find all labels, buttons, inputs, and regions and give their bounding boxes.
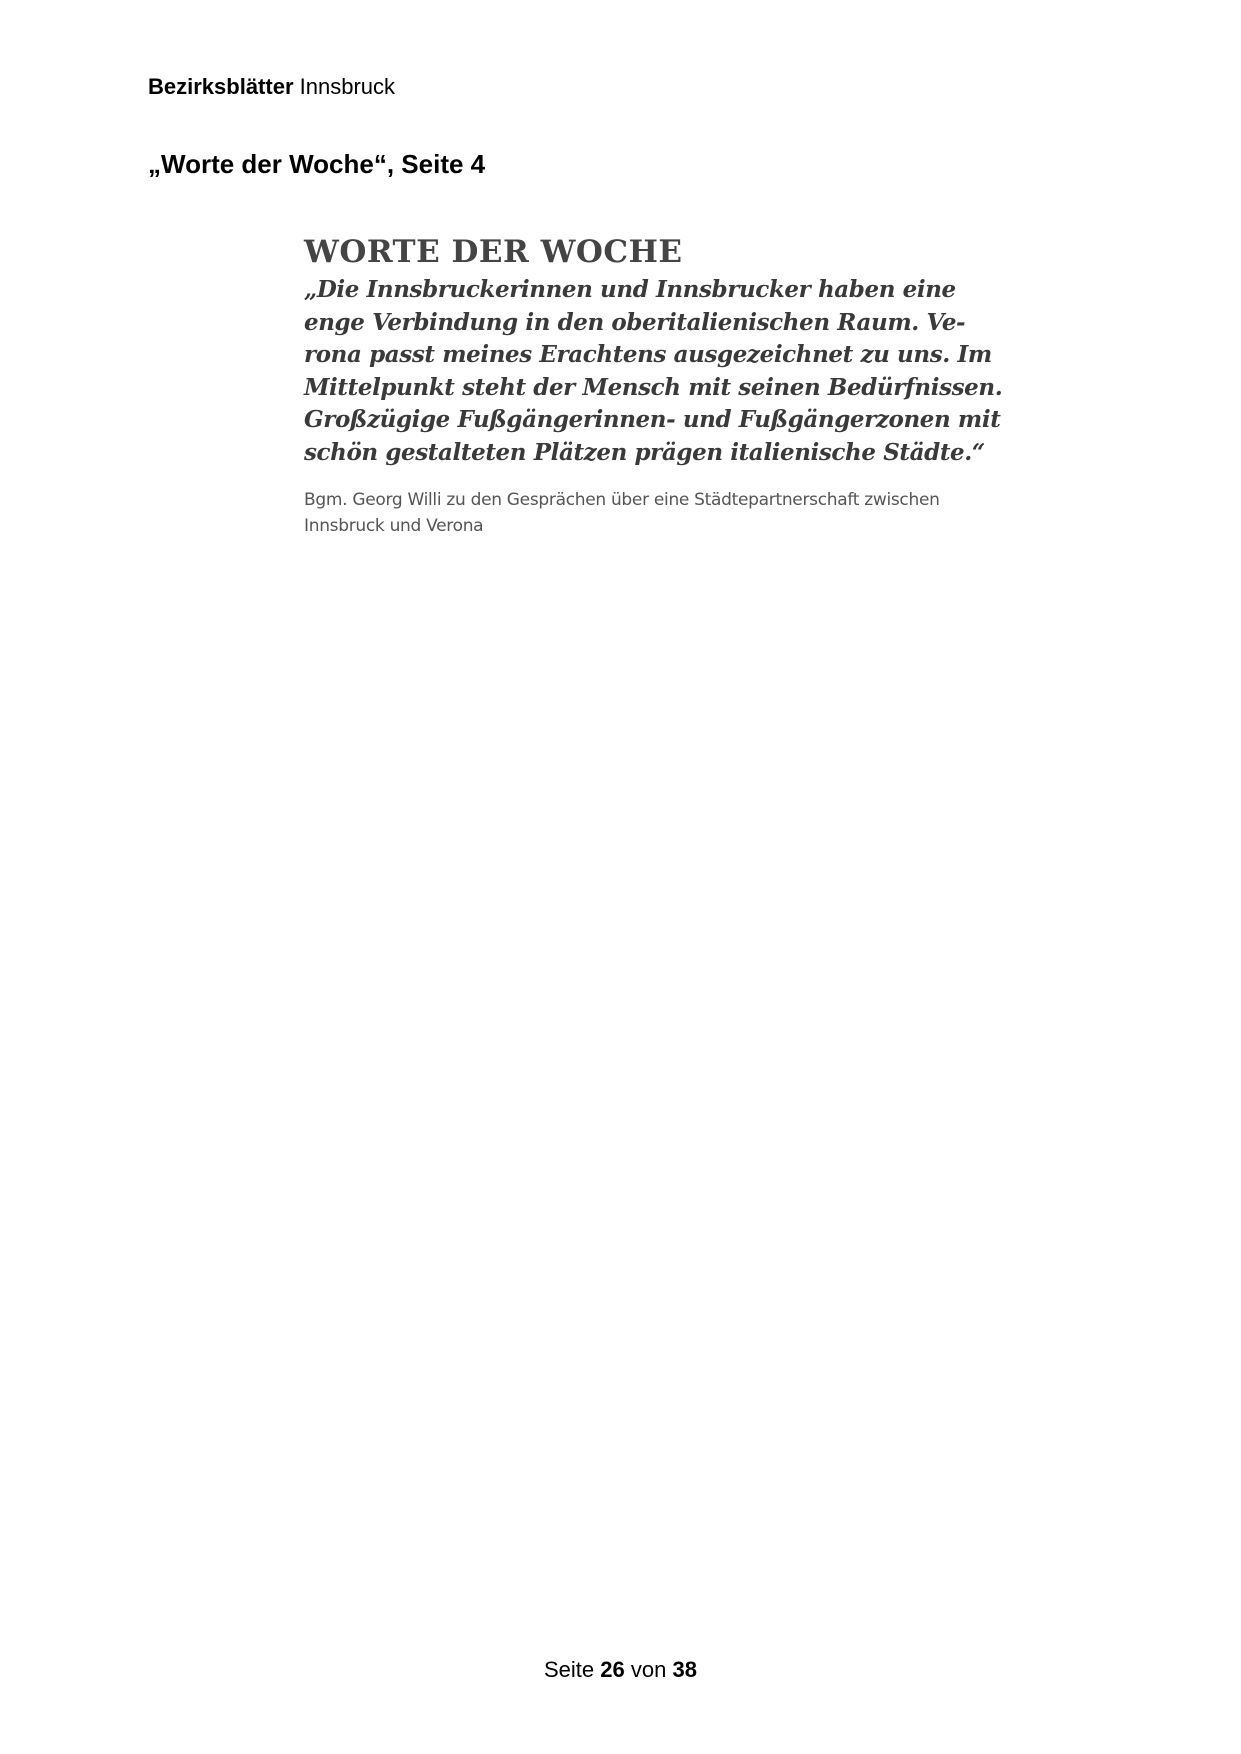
quote-line: Großzügige Fußgängerinnen- und Fußgängerzonen mit [304,406,1001,433]
page-of-label: von [630,1657,667,1682]
caption-line: Bgm. Georg Willi zu den Gesprächen über eine Städtepartnerschaft zwischen [304,490,940,510]
quote-line: Mittelpunkt steht der Mensch mit seinen Bedürfnissen. [304,373,1003,401]
publication-header [148,74,395,100]
section-title: „Worte der Woche“, Seite 4 [148,149,486,179]
caption-line: Innsbruck und Verona [304,516,484,536]
quote-line: „Die Innsbruckerinnen und Innsbrucker haben eine [304,276,956,303]
page-label: Seite [544,1657,595,1682]
publication-region: Innsbruck [299,74,396,99]
clipping-heading: WORTE DER WOCHE [304,234,683,270]
newspaper-clipping [304,232,1003,539]
current-page: 26 [600,1657,625,1682]
total-pages: 38 [672,1657,697,1682]
quote-line: schön gestalteten Plätzen prägen italienische Städte.“ [304,438,985,466]
clipping-quote [304,274,1003,469]
clipping-caption [304,487,964,539]
page-number-footer [0,1657,1241,1683]
publication-name: Bezirksblätter [148,74,294,99]
quote-line: enge Verbindung in den oberitalienischen Raum. Ve- [304,308,966,336]
quote-line: rona passt meines Erachtens ausgezeichnet zu uns. Im [304,341,992,368]
